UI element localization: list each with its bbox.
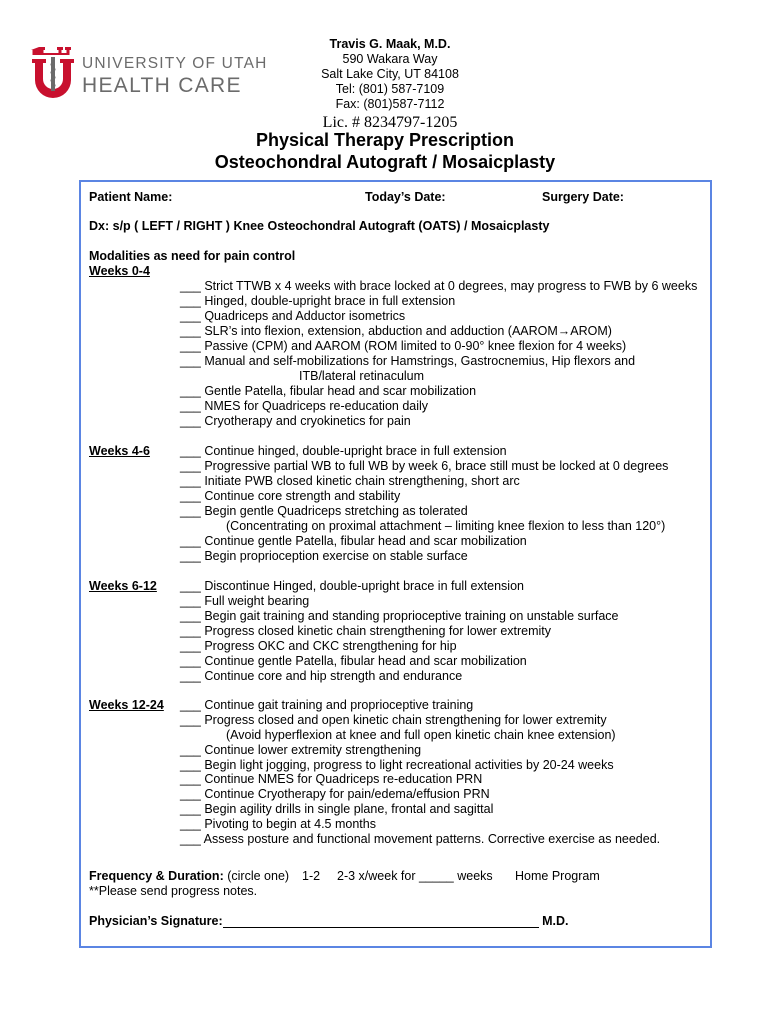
physician-license: Lic. # 8234797-1205: [322, 114, 458, 131]
progress-notes-request: **Please send progress notes.: [89, 884, 258, 898]
checklist-item[interactable]: ___ Gentle Patella, fibular head and scar mobilization: [180, 384, 477, 398]
physician-city: Salt Lake City, UT 84108: [321, 67, 459, 81]
checklist-item[interactable]: ___ Continue hinged, double-upright brace in full extension: [180, 444, 507, 458]
checklist-item[interactable]: ___ Initiate PWB closed kinetic chain strengthening, short arc: [180, 474, 520, 488]
checklist-item[interactable]: ___ Continue NMES for Quadriceps re-education PRN: [180, 772, 483, 786]
checklist-item-continuation: ITB/lateral retinaculum: [299, 369, 425, 383]
signature-label: Physician’s Signature:: [89, 914, 223, 928]
todays-date-label[interactable]: Today’s Date:: [365, 190, 446, 204]
checklist-item[interactable]: ___ Begin gait training and standing proprioceptive training on unstable surface: [180, 609, 619, 623]
checklist-item[interactable]: ___ SLR’s into flexion, extension, abduction and adduction (AAROM→AROM): [180, 324, 612, 338]
logo-line-2: HEALTH CARE: [82, 74, 242, 97]
checklist-item[interactable]: ___ Pivoting to begin at 4.5 months: [180, 817, 376, 831]
checklist-item[interactable]: ___ Continue core and hip strength and endurance: [180, 669, 463, 683]
signature-suffix: M.D.: [542, 914, 569, 928]
frequency-circle-hint: (circle one): [227, 869, 290, 883]
frequency-label: Frequency & Duration:: [89, 869, 224, 883]
university-logo: [30, 45, 268, 103]
checklist-item[interactable]: ___ Continue lower extremity strengthening: [180, 743, 422, 757]
signature-line[interactable]: [223, 914, 539, 928]
diagnosis-line: Dx: s/p ( LEFT / RIGHT ) Knee Osteochondral Autograft (OATS) / Mosaicplasty: [89, 219, 550, 233]
checklist-item[interactable]: ___ Discontinue Hinged, double-upright brace in full extension: [180, 579, 524, 593]
checklist-item[interactable]: ___ Begin gentle Quadriceps stretching as tolerated: [180, 504, 468, 518]
frequency-option-2-3[interactable]: 2-3 x/week for _____ weeks: [337, 869, 493, 883]
logo-line-1: UNIVERSITY OF UTAH: [82, 55, 268, 72]
checklist-item[interactable]: ___ Begin light jogging, progress to light recreational activities by 20-24 weeks: [180, 758, 614, 772]
physician-fax: Fax: (801)587-7112: [335, 97, 445, 111]
checklist-item[interactable]: ___ Continue gentle Patella, fibular head and scar mobilization: [180, 654, 527, 668]
modalities-heading: Modalities as need for pain control: [89, 249, 296, 263]
frequency-duration-row: [89, 869, 289, 883]
checklist-item[interactable]: ___ Continue Cryotherapy for pain/edema/effusion PRN: [180, 787, 490, 801]
checklist-item[interactable]: ___ Assess posture and functional movement patterns. Corrective exercise as needed.: [180, 832, 661, 846]
weeks-6-12-label: Weeks 6-12: [89, 579, 157, 593]
checklist-item[interactable]: ___ Progressive partial WB to full WB by week 6, brace still must be locked at 0 degrees: [180, 459, 669, 473]
patient-name-label[interactable]: Patient Name:: [89, 190, 173, 204]
checklist-item-continuation: (Concentrating on proximal attachment – limiting knee flexion to less than 120°): [226, 519, 666, 533]
checklist-item[interactable]: ___ NMES for Quadriceps re-education daily: [180, 399, 429, 413]
checklist-item[interactable]: ___ Passive (CPM) and AAROM (ROM limited to 0-90° knee flexion for 4 weeks): [180, 339, 627, 353]
block-u-logo-icon: [30, 45, 76, 103]
checklist-item[interactable]: ___ Progress closed kinetic chain strengthening for lower extremity: [180, 624, 552, 638]
surgery-date-label[interactable]: Surgery Date:: [542, 190, 624, 204]
checklist-item[interactable]: ___ Continue core strength and stability: [180, 489, 401, 503]
page-subtitle: Osteochondral Autograft / Mosaicplasty: [214, 152, 556, 172]
checklist-item[interactable]: ___ Full weight bearing: [180, 594, 310, 608]
page-title: Physical Therapy Prescription: [255, 130, 515, 150]
checklist-item[interactable]: ___ Progress closed and open kinetic chain strengthening for lower extremity: [180, 713, 607, 727]
checklist-item[interactable]: ___ Hinged, double-upright brace in full extension: [180, 294, 456, 308]
checklist-item-continuation: (Avoid hyperflexion at knee and full open kinetic chain knee extension): [226, 728, 616, 742]
weeks-0-4-label: Weeks 0-4: [89, 264, 150, 278]
physician-address: 590 Wakara Way: [342, 52, 438, 66]
checklist-item[interactable]: ___ Continue gait training and proprioceptive training: [180, 698, 474, 712]
frequency-option-1-2[interactable]: 1-2: [302, 869, 321, 883]
checklist-item[interactable]: ___ Cryotherapy and cryokinetics for pain: [180, 414, 411, 428]
checklist-item[interactable]: ___ Quadriceps and Adductor isometrics: [180, 309, 406, 323]
signature-row: [89, 914, 568, 928]
physician-name: Travis G. Maak, M.D.: [329, 37, 451, 51]
checklist-item[interactable]: ___ Progress OKC and CKC strengthening for hip: [180, 639, 457, 653]
checklist-item[interactable]: ___ Begin agility drills in single plane, frontal and sagittal: [180, 802, 494, 816]
weeks-12-24-label: Weeks 12-24: [89, 698, 164, 712]
physician-info: [280, 37, 500, 132]
weeks-4-6-label: Weeks 4-6: [89, 444, 150, 458]
checklist-item[interactable]: ___ Manual and self-mobilizations for Hamstrings, Gastrocnemius, Hip flexors and: [180, 354, 636, 368]
checklist-item[interactable]: ___ Begin proprioception exercise on stable surface: [180, 549, 468, 563]
checklist-item[interactable]: ___ Strict TTWB x 4 weeks with brace locked at 0 degrees, may progress to FWB by 6 weeks: [180, 279, 698, 293]
frequency-option-home-program[interactable]: Home Program: [515, 869, 600, 883]
physician-tel: Tel: (801) 587-7109: [335, 82, 445, 96]
checklist-item[interactable]: ___ Continue gentle Patella, fibular head and scar mobilization: [180, 534, 527, 548]
